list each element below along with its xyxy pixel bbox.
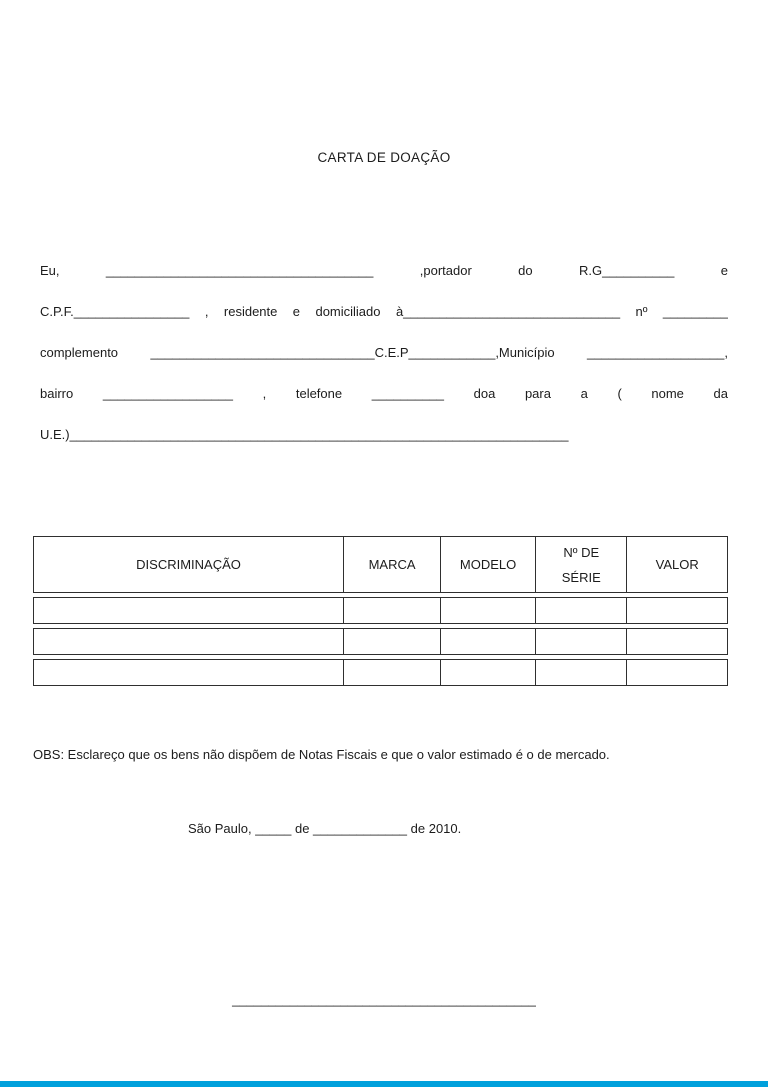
- body-line-5: U.E.)_____________________________________________________________________: [40, 427, 569, 442]
- items-table: [33, 536, 728, 686]
- table-cell: [626, 660, 726, 685]
- table-cell: [440, 660, 535, 685]
- header-discriminacao-label: DISCRIMINAÇÃO: [136, 557, 241, 572]
- header-modelo: [440, 537, 535, 592]
- table-cell: [535, 660, 626, 685]
- table-cell: [34, 598, 343, 623]
- table-cell: [343, 598, 440, 623]
- player-progress-bar: [0, 1081, 768, 1087]
- header-numero-serie-label: Nº DE SÉRIE: [561, 544, 601, 585]
- table-cell: [626, 629, 726, 654]
- header-modelo-label: MODELO: [459, 557, 517, 572]
- header-valor-label: VALOR: [655, 557, 699, 572]
- header-marca: [343, 537, 440, 592]
- signature-line: __________________________________________: [232, 992, 536, 1007]
- table-cell: [440, 629, 535, 654]
- table-row: [33, 597, 728, 624]
- table-cell: [34, 660, 343, 685]
- table-cell: [34, 629, 343, 654]
- table-cell: [535, 598, 626, 623]
- table-cell: [343, 660, 440, 685]
- body-line-2: C.P.F.________________ , residente e domiciliado à______________________________ nº _________: [40, 304, 728, 319]
- table-header-row: [33, 536, 728, 593]
- body-line-1: Eu, _____________________________________ ,portador do R.G__________ e: [40, 263, 728, 278]
- table-row: [33, 659, 728, 686]
- header-discriminacao: [34, 537, 343, 592]
- table-cell: [343, 629, 440, 654]
- header-valor: [626, 537, 726, 592]
- table-row: [33, 628, 728, 655]
- letter-body: [40, 250, 728, 455]
- header-marca-label: MARCA: [368, 557, 416, 572]
- body-line-3: complemento _______________________________C.E.P____________,Município ___________________,: [40, 345, 728, 360]
- table-cell: [626, 598, 726, 623]
- table-cell: [535, 629, 626, 654]
- table-cell: [440, 598, 535, 623]
- obs-note: OBS: Esclareço que os bens não dispõem de Notas Fiscais e que o valor estimado é o de mercado.: [33, 747, 610, 762]
- document-title: CARTA DE DOAÇÃO: [317, 150, 451, 165]
- header-numero-serie: [535, 537, 626, 592]
- body-line-4: bairro __________________ , telefone __________ doa para a ( nome da: [40, 386, 728, 401]
- date-line: São Paulo, _____ de _____________ de 2010.: [188, 821, 462, 836]
